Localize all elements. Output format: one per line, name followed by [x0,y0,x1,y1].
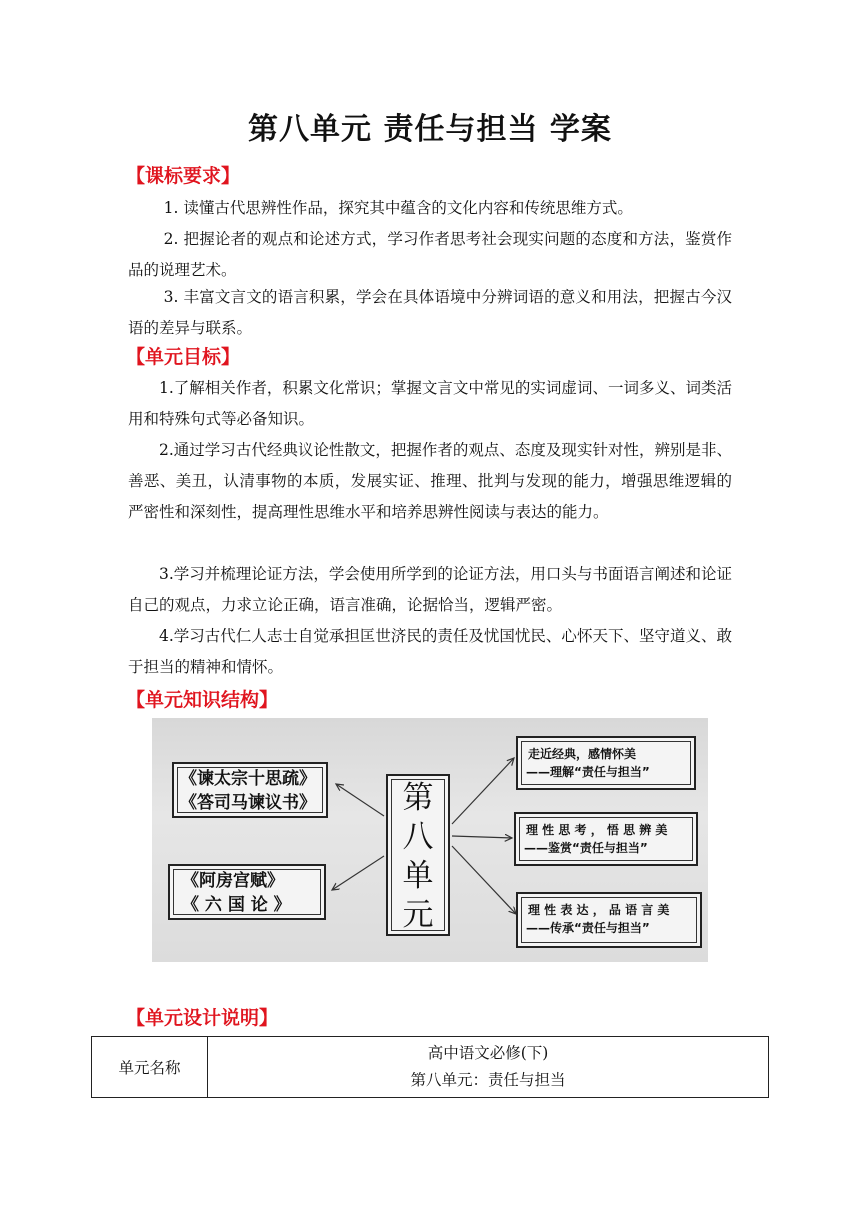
section-heading-curriculum: 【课标要求】 [126,165,241,187]
table-cell-label: 单元名称 [92,1037,208,1098]
table-row [92,1037,769,1098]
diagram-left-bottom-line-2: 《 六 国 论 》 [182,895,291,915]
diagram-right-top-line-2: ——理解“责任与担当” [526,765,650,779]
diagram-right-middle-line-1: 理 性 思 考 ， 悟 思 辨 美 [526,823,668,837]
goal-item-4: 4.学习古代仁人志士自觉承担匡世济民的责任及忧国忧民、心怀天下、坚守道义、敢于担当的精神和情怀。 [128,627,732,676]
table-value-line-1: 高中语文必修(下) [427,1044,549,1062]
diagram-center-char-2: 八 [402,819,434,855]
page-title: 第八单元 责任与担当 学案 [248,112,612,147]
diagram-right-bottom-line-2: ——传承“责任与担当” [526,921,650,935]
diagram-right-middle-line-2: ——鉴赏“责任与担当” [524,841,648,855]
arrow-to-right-top [452,758,514,824]
curriculum-item-3: 3. 丰富文言文的语言积累，学会在具体语境中分辨词语的意义和用法，把握古今汉语的差异与联系。 [128,288,732,337]
diagram-box-left-top [172,762,328,818]
diagram-center-char-3: 单 [402,858,434,894]
arrow-to-right-bottom [452,846,516,914]
unit-design-table [91,1036,769,1098]
curriculum-item-2: 2. 把握论者的观点和论述方式，学习作者思考社会现实问题的态度和方法，鉴赏作品的说理艺术。 [128,230,732,279]
knowledge-structure-diagram [152,718,708,962]
diagram-left-top-line-1: 《谏太宗十思疏》 [180,769,316,789]
section-heading-goals: 【单元目标】 [126,346,241,368]
diagram-center-char-1: 第 [402,780,434,816]
goal-item-1: 1.了解相关作者，积累文化常识；掌握文言文中常见的实词虚词、一词多义、词类活用和特殊句式等必备知识。 [128,379,732,428]
section-heading-design: 【单元设计说明】 [126,1007,279,1029]
diagram-center-char-4: 元 [402,897,434,933]
table-value-line-2: 第八单元：责任与担当 [410,1071,566,1089]
diagram-left-top-line-2: 《答司马谏议书》 [180,793,316,813]
table-cell-value [208,1037,769,1098]
arrow-to-left-top [336,784,384,816]
goal-item-3: 3.学习并梳理论证方法，学会使用所学到的论证方法，用口头与书面语言阐述和论证自己的观点，力求立论正确，语言准确，论据恰当，逻辑严密。 [128,565,732,614]
diagram-right-bottom-line-1: 理 性 表 达 ， 品 语 言 美 [528,903,670,917]
goal-item-2: 2.通过学习古代经典议论性散文，把握作者的观点、态度及现实针对性，辨别是非、善恶、美丑，认清事物的本质，发展实证、推理、批判与发现的能力，增强思维逻辑的严密性和深刻性，提高理性思维水平和培养思辨性阅读与表达的能力。 [128,441,732,521]
arrow-to-left-bottom [332,856,384,890]
diagram-box-right-middle [514,812,698,866]
curriculum-item-1: 1. 读懂古代思辨性作品，探究其中蕴含的文化内容和传统思维方式。 [163,199,633,217]
diagram-right-top-line-1: 走近经典，感情怀美 [528,747,637,761]
diagram-left-bottom-line-1: 《阿房宫赋》 [182,871,284,891]
section-heading-structure: 【单元知识结构】 [126,689,279,711]
diagram-box-right-top [516,736,696,790]
diagram-center-box [386,774,450,936]
diagram-box-right-bottom [516,892,702,948]
diagram-box-left-bottom [168,864,326,920]
arrow-to-right-middle [452,836,512,838]
